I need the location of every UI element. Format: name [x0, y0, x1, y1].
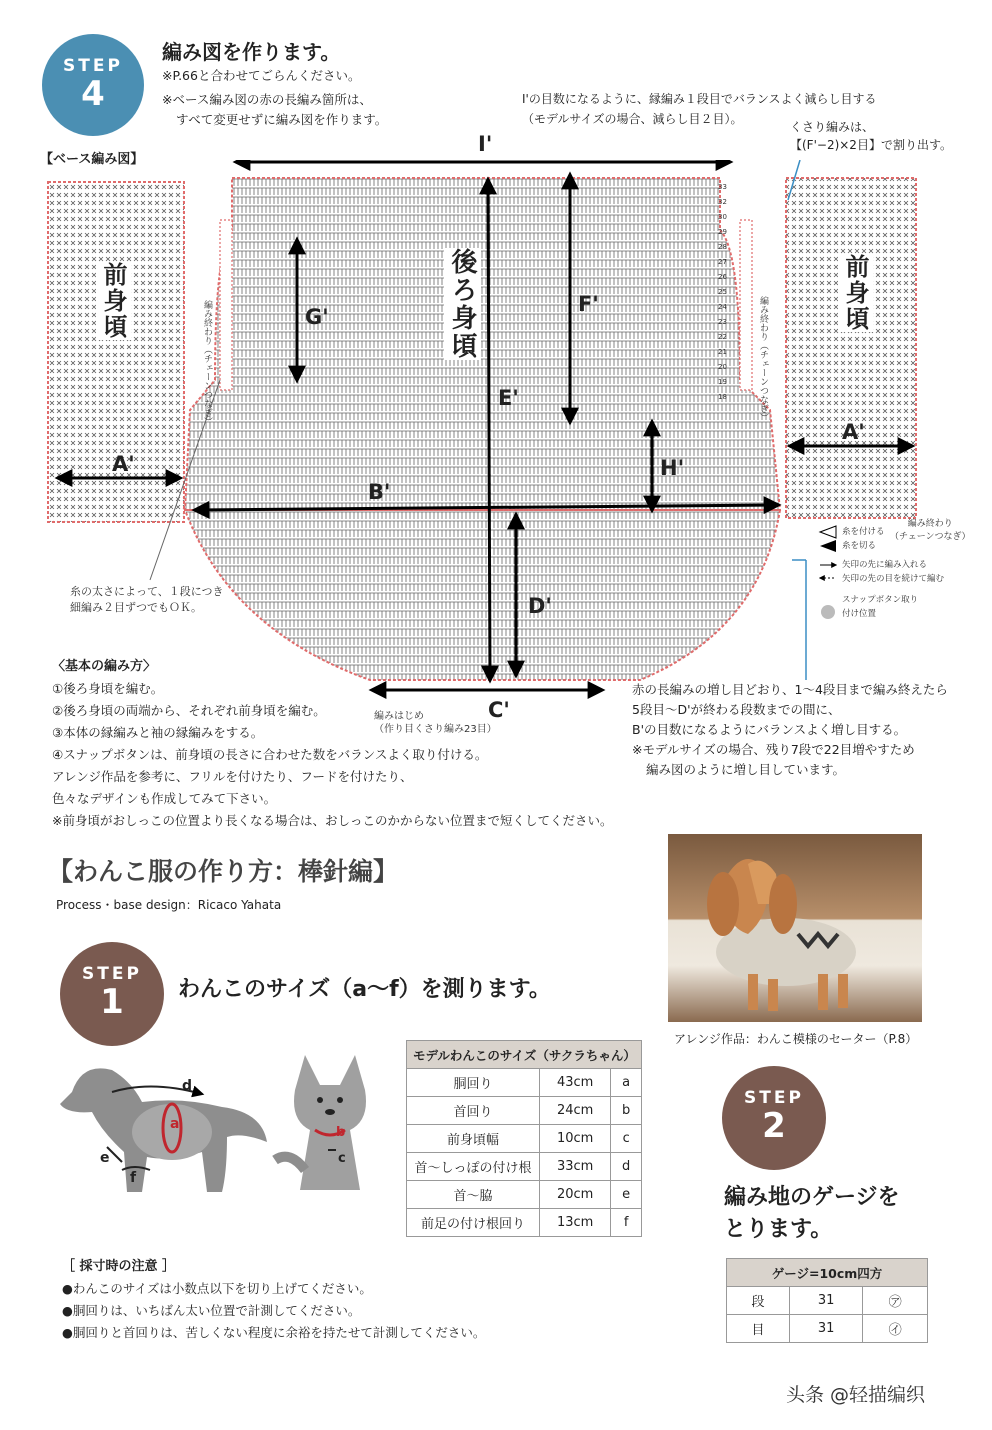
- step2-number: 2: [762, 1106, 786, 1146]
- dog-label-f: f: [130, 1170, 137, 1186]
- label-i: I': [478, 132, 493, 156]
- legend-insert: 矢印の先に編み入れる: [842, 560, 928, 570]
- table-row: 胴回り 43cm a: [407, 1069, 642, 1097]
- label-f: F': [578, 292, 599, 316]
- dog-label-e: e: [100, 1150, 110, 1166]
- table-row: 首〜脇 20cm e: [407, 1181, 642, 1209]
- increase-note: 赤の長編みの増し目どおり、1〜4段目まで編み終えたら 5段目〜D'が終わる段数までの間に、 B'の目数になるようにバランスよく増し目する。 ※モデルサイズの場合、残り7段で22目増やすため 編み図のように増し目しています。: [632, 682, 948, 777]
- bottom-skirt: [185, 510, 780, 680]
- panel-left-label: 前身頃: [96, 262, 131, 340]
- section-title: 【わんこ服の作り方：棒針編】: [48, 857, 399, 886]
- size-table-header: モデルわんこのサイズ（サクラちゃん）: [407, 1041, 642, 1069]
- watermark: 头条 @轻描编织: [786, 1384, 926, 1406]
- top-note-1: I'の目数になるように、縁編み１段目でバランスよく減らし目する: [522, 92, 877, 106]
- caution: ［ 採寸時の注意 ］ ●わんこのサイズは小数点以下を切り上げてください。 ●胴回りは、いちばん太い位置で計測してください。 ●胴回りと首回りは、苦しくない程度に余裕を持たせて計測してください。: [62, 1256, 485, 1344]
- step2-badge: [722, 1066, 826, 1170]
- dog-label-b: b: [336, 1125, 346, 1140]
- step4-note-3: すべて変更せずに編み図を作ります。: [176, 112, 388, 127]
- panel-right-label: 前身頃: [838, 254, 873, 332]
- caution-heading: ［ 採寸時の注意 ］: [62, 1259, 176, 1274]
- label-b: B': [368, 480, 391, 504]
- dog-side-illustration: [52, 1052, 272, 1202]
- label-a-right: A': [842, 420, 865, 444]
- label-d: D': [528, 594, 552, 618]
- step4-badge: [42, 34, 144, 136]
- step4-number: 4: [81, 74, 105, 114]
- table-row: 目 31 ㋑: [727, 1315, 928, 1343]
- dog-label-d: d: [182, 1078, 193, 1094]
- right-note-2: 【(F'−2)×2目】で割り出す。: [790, 138, 952, 152]
- photo-caption: アレンジ作品：わんこ模様のセーター（P.8）: [674, 1032, 918, 1046]
- dog-label-c: c: [338, 1151, 346, 1166]
- label-a-left: A': [112, 452, 135, 476]
- right-note-1: くさり編みは、: [790, 120, 875, 134]
- label-g: G': [305, 305, 329, 329]
- label-h: H': [660, 456, 685, 480]
- chain-note-right: 編み終わり（チェーンつなぎ）: [758, 296, 768, 422]
- legend-cut: 糸を切る: [842, 540, 877, 551]
- back-panel: [185, 178, 780, 510]
- end-note-right: 編み終わり （チェーンつなぎ）: [890, 519, 971, 542]
- panel-back-label: 後ろ身頃: [444, 248, 481, 360]
- label-e: E': [498, 386, 519, 410]
- label-c: C': [488, 698, 510, 722]
- dog-front-illustration: [270, 1050, 390, 1198]
- chain-note-left: 編み終わり（チェーンつなぎ）: [202, 300, 212, 426]
- table-row: 段 31 ㋐: [727, 1287, 928, 1315]
- step4-note-1: ※P.66と合わせてごらんください。: [162, 68, 361, 83]
- step1-title: わんこのサイズ（a〜f）を測ります。: [178, 977, 551, 1002]
- start-note: 編みはじめ （作り目くさり編み23目）: [374, 711, 497, 735]
- row-numbers: 33 32 30 29 28 27 26 25 24 23 22 21 20 19 18: [718, 183, 727, 401]
- gauge-table: [726, 1258, 928, 1343]
- table-row: 前身頃幅 10cm c: [407, 1125, 642, 1153]
- step1-word: STEP: [82, 964, 142, 984]
- basics-heading: 〈基本の編み方〉: [52, 659, 157, 674]
- left-armhole: [220, 220, 232, 390]
- legend-attach: 糸を付ける: [842, 527, 885, 537]
- table-row: 首回り 24cm b: [407, 1097, 642, 1125]
- step4-note-2: ※ベース編み図の赤の長編み箇所は、: [162, 92, 372, 107]
- dog-sweater-photo: [668, 834, 922, 1022]
- step4-word: STEP: [63, 56, 123, 76]
- table-row: 首〜しっぽの付け根 33cm d: [407, 1153, 642, 1181]
- right-front-panel: [786, 178, 916, 518]
- step1-number: 1: [100, 982, 124, 1022]
- step4-title: 編み図を作ります。: [162, 40, 341, 64]
- dog-label-a: a: [170, 1116, 180, 1132]
- right-armhole: [740, 220, 752, 390]
- gauge-table-header: ゲージ=10cm四方: [727, 1259, 928, 1287]
- table-row: 前足の付け根回り 13cm f: [407, 1209, 642, 1237]
- legend-continue: 矢印の先の目を続けて編む: [842, 573, 945, 584]
- step2-word: STEP: [744, 1088, 804, 1108]
- step2-title: 編み地のゲージを とります。: [724, 1185, 900, 1242]
- basics: 〈基本の編み方〉 ①後ろ身頃を編む。 ②後ろ身頃の両端から、それぞれ前身頃を編む。 ③本体の縁編みと袖の縁編みをする。 ④スナップボタンは、前身頃の長さに合わせた数をバランスよく取り付ける。 アレンジ作品を参考に、フリルを付けたり、フードを付けたり、 色々なデザインも作成してみて下さい。 ※前身頃がおしっこの位置より長くなる場合は、おしっこのかからない位置まで短くしてください。: [52, 656, 612, 832]
- top-note-2: （モデルサイズの場合、減らし目２目）。: [522, 112, 743, 126]
- left-bottom-note: 糸の太さによって、１段につき 細編み２目ずつでもＯＫ。: [70, 585, 224, 614]
- legend: [842, 526, 952, 621]
- size-table: [406, 1040, 642, 1237]
- section-credit: Process・base design：Ricaco Yahata: [56, 898, 282, 912]
- diagram-heading: 【ベース編み図】: [40, 152, 144, 167]
- step1-badge: [60, 942, 164, 1046]
- legend-snap: スナップボタン取り付け位置: [842, 595, 919, 619]
